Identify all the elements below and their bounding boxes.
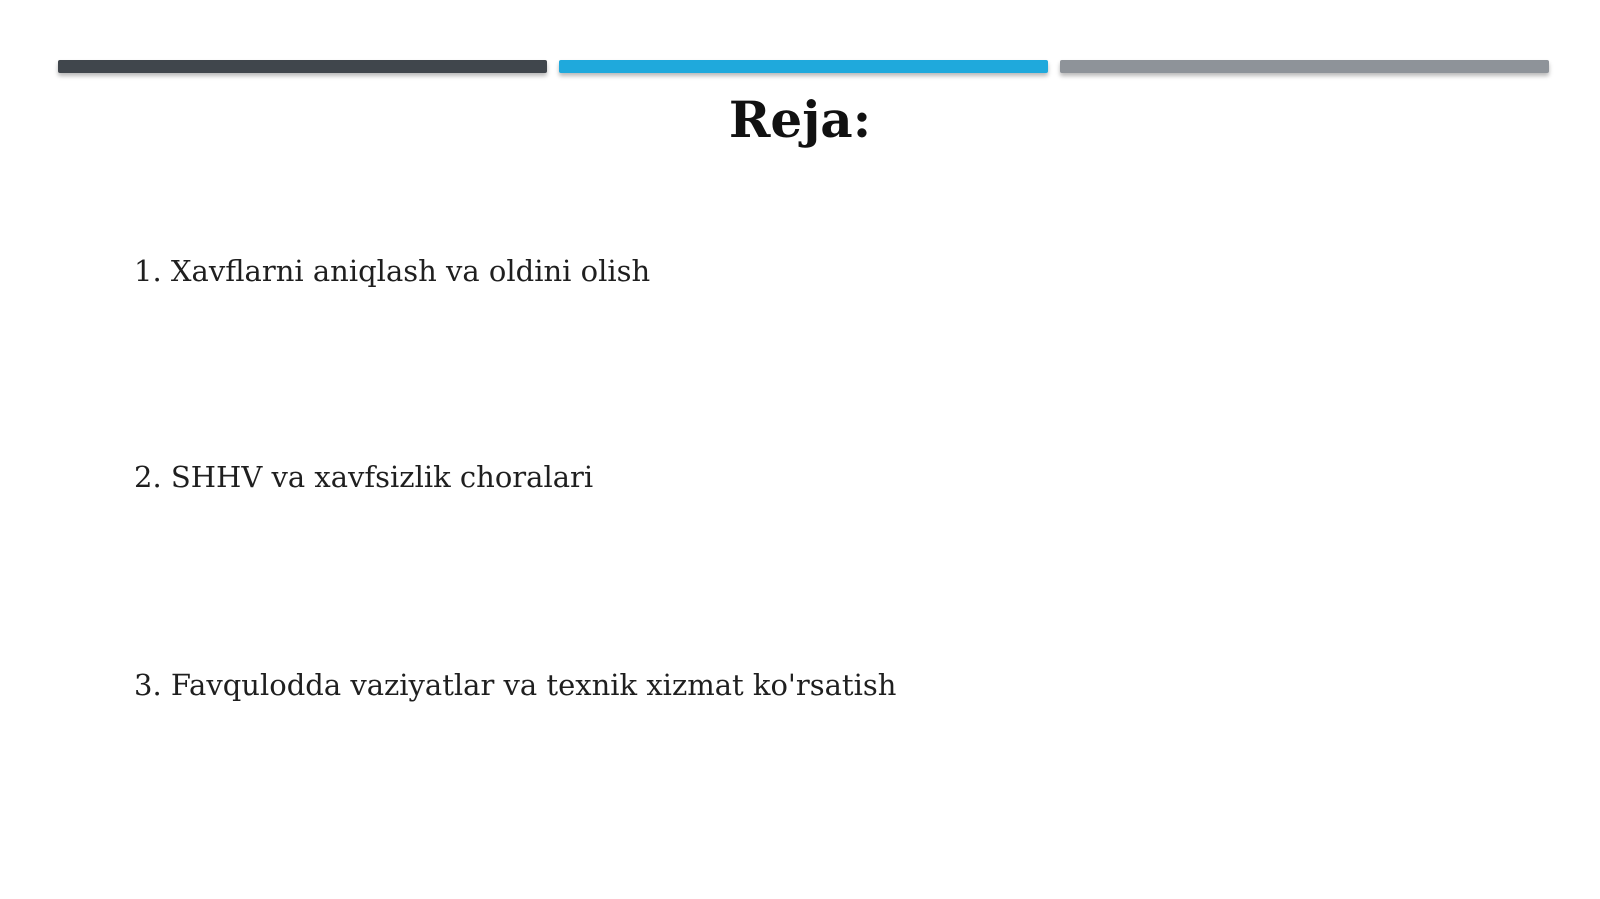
slide-title: Reja: — [728, 90, 872, 149]
accent-bar-dark — [58, 60, 547, 73]
accent-bar-gray — [1060, 60, 1549, 73]
plan-item-3: 3. Favqulodda vaziyatlar va texnik xizmat ko'rsatish — [134, 668, 897, 702]
accent-bar-blue — [559, 60, 1048, 73]
plan-item-2: 2. SHHV va xavfsizlik choralari — [134, 460, 594, 494]
plan-item-1: 1. Xavflarni aniqlash va oldini olish — [134, 254, 651, 288]
